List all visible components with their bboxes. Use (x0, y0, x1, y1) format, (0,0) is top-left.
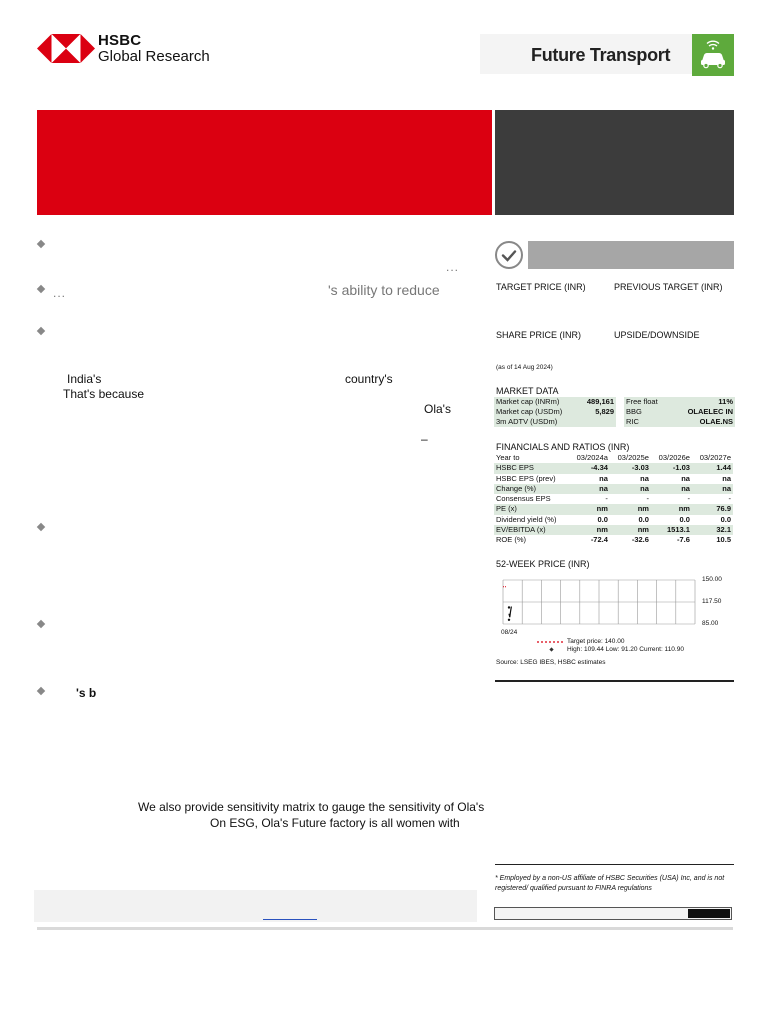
y-tick-label: 117.50 (702, 598, 722, 605)
hsbc-hexagon-logo (37, 34, 95, 63)
table-cell: OLAELEC IN (682, 407, 735, 417)
target-price-label: TARGET PRICE (INR) (496, 282, 586, 292)
table-cell: na (651, 484, 692, 494)
financials-title: FINANCIALS AND RATIOS (INR) (496, 442, 630, 452)
brand-subtitle: Global Research (98, 48, 210, 65)
market-data-table (494, 397, 735, 427)
body-fragment: 's ability to reduce (328, 282, 440, 298)
esg-paragraph: On ESG, Ola's Future factory is all women with (210, 816, 460, 830)
table-cell: na (722, 473, 731, 483)
table-cell: 489,161 (570, 397, 616, 407)
table-row (494, 515, 733, 525)
low-marker (508, 619, 510, 621)
table-cell: 32.1 (692, 525, 733, 535)
footnote: * Employed by a non-US affiliate of HSBC Securities (USA) Inc, and is not registered/ qualified pursuant to FINRA regulations (495, 875, 725, 892)
table-cell: -7.6 (677, 535, 690, 545)
table-cell: Change (%) (494, 484, 569, 494)
y-tick-label: 85.00 (702, 620, 719, 627)
upside-downside-label: UPSIDE/DOWNSIDE (614, 330, 700, 340)
share-price-label: SHARE PRICE (INR) (496, 330, 582, 340)
as-of-date: (as of 14 Aug 2024) (496, 364, 553, 371)
y-tick-label: 150.00 (702, 576, 722, 583)
table-cell: -72.4 (590, 535, 608, 545)
table-cell (570, 417, 616, 427)
table-cell: - (687, 494, 690, 504)
body-fragment: That's because (63, 387, 145, 401)
legend-target: Target price: 140.00 (567, 638, 625, 645)
table-cell: nm (651, 504, 692, 514)
body-fragment: 's b (76, 686, 97, 700)
table-cell: na (640, 473, 649, 483)
headline-banner (37, 110, 492, 215)
financials-table (494, 453, 733, 546)
table-cell: Market cap (INRm) (494, 397, 570, 407)
table-cell: -32.6 (631, 535, 649, 545)
table-row (494, 417, 735, 427)
table-row (494, 484, 733, 494)
chart-source: Source: LSEG IBES, HSBC estimates (496, 659, 606, 666)
sensitivity-paragraph: We also provide sensitivity matrix to gauge the sensitivity of Ola's (138, 800, 485, 814)
legend-stats: High: 109.44 Low: 91.20 Current: 110.90 (567, 646, 684, 653)
table-cell: PE (x) (494, 504, 569, 514)
table-row (494, 407, 735, 417)
table-cell: OLAE.NS (682, 417, 735, 427)
table-header-cell: 03/2025e (617, 453, 649, 462)
table-row (494, 504, 733, 514)
table-cell: ROE (%) (496, 535, 526, 545)
footnote-divider (495, 864, 734, 865)
price-chart-title: 52-WEEK PRICE (INR) (496, 559, 590, 569)
table-cell: BBG (624, 407, 682, 417)
disclosure-bar[interactable] (494, 907, 732, 920)
table-cell: 5,829 (570, 407, 616, 417)
table-cell: -1.03 (651, 463, 692, 473)
disclosure-bar-fill (688, 909, 730, 918)
table-row (494, 397, 735, 407)
table-cell: - (646, 494, 649, 504)
table-cell: Dividend yield (%) (496, 514, 557, 524)
table-cell: na (610, 484, 651, 494)
table-cell: na (692, 484, 733, 494)
table-cell: na (599, 473, 608, 483)
brand-name: HSBC (98, 32, 142, 49)
table-cell: nm (610, 525, 651, 535)
table-cell: na (681, 473, 690, 483)
table-header-cell: 03/2026e (658, 453, 690, 462)
table-cell: -3.03 (610, 463, 651, 473)
table-row (494, 525, 733, 535)
table-cell: 0.0 (720, 514, 731, 524)
market-data-title: MARKET DATA (496, 386, 559, 396)
table-header-cell: Year to (496, 453, 520, 462)
x-tick-label: 08/24 (501, 629, 518, 636)
table-cell: 0.0 (679, 514, 690, 524)
table-header-cell: 03/2024a (576, 453, 608, 462)
bullet-diamond (37, 523, 45, 531)
price-chart (495, 574, 734, 640)
table-cell: nm (569, 504, 610, 514)
body-fragment: India's (67, 372, 102, 386)
bullet-diamond (37, 620, 45, 628)
table-cell: 1.44 (692, 463, 733, 473)
high-marker (508, 606, 510, 608)
bullet-diamond (37, 327, 45, 335)
previous-target-label: PREVIOUS TARGET (INR) (614, 282, 723, 292)
rating-bar (528, 241, 734, 269)
body-fragment: Ola's (424, 402, 451, 416)
table-cell: 11% (682, 397, 735, 407)
table-cell: na (569, 484, 610, 494)
table-cell: - (728, 494, 731, 504)
table-row (494, 494, 733, 504)
section-divider (495, 680, 734, 682)
body-fragment: country's (345, 372, 393, 386)
analyst-banner (495, 110, 734, 215)
section-title: Future Transport (531, 45, 671, 65)
table-cell: - (605, 494, 608, 504)
table-cell: HSBC EPS (494, 463, 569, 473)
table-cell: HSBC EPS (prev) (496, 473, 556, 483)
table-cell: 1513.1 (651, 525, 692, 535)
bullet-diamond (37, 687, 45, 695)
table-cell: RIC (624, 417, 682, 427)
ellipsis: ... (446, 260, 460, 274)
legend-stats-marker (549, 647, 553, 651)
table-cell: 0.0 (638, 514, 649, 524)
table-cell: Consensus EPS (496, 494, 551, 504)
table-header-row (494, 453, 733, 463)
target-legend-swatch (537, 640, 565, 644)
table-cell: 3m ADTV (USDm) (494, 417, 570, 427)
car-wifi-icon (692, 34, 734, 76)
body-fragment: – (421, 432, 428, 446)
rating-check-icon (495, 241, 523, 269)
table-cell: Free float (624, 397, 682, 407)
table-cell: Market cap (USDm) (494, 407, 570, 417)
footer-link[interactable] (263, 919, 317, 920)
table-cell: 76.9 (692, 504, 733, 514)
bullet-diamond (37, 240, 45, 248)
ellipsis: ... (53, 286, 67, 300)
table-row (494, 463, 733, 473)
footer-band (34, 890, 477, 922)
table-header-cell: 03/2027e (699, 453, 731, 462)
table-cell: 0.0 (597, 514, 608, 524)
table-cell: 10.5 (716, 535, 731, 545)
table-cell: nm (610, 504, 651, 514)
footer-rule (37, 927, 733, 930)
table-cell: -4.34 (569, 463, 610, 473)
table-row (494, 474, 733, 484)
bullet-diamond (37, 285, 45, 293)
table-cell: nm (569, 525, 610, 535)
table-row (494, 535, 733, 545)
table-cell: EV/EBITDA (x) (494, 525, 569, 535)
